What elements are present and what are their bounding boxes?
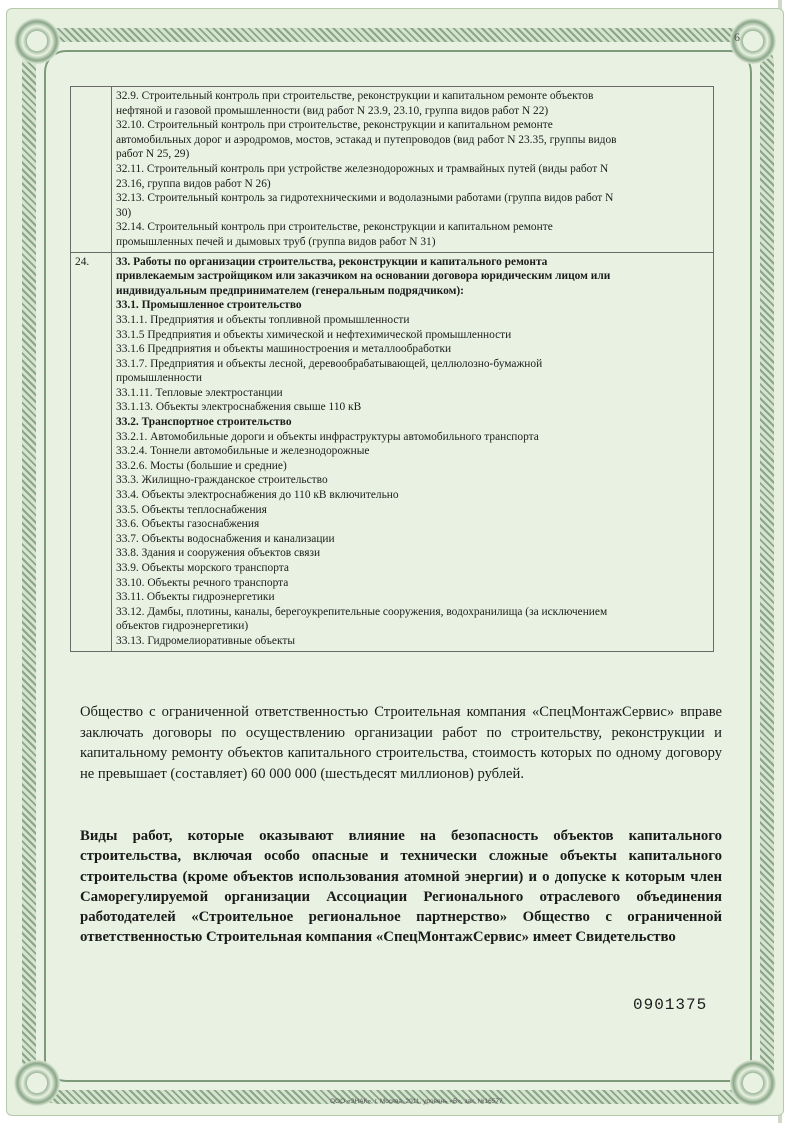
corner-ornament-bottom-left [14, 1060, 60, 1106]
corner-ornament-bottom-right [730, 1060, 776, 1106]
table-line: промышленных печей и дымовых труб (группа видов работ N 31) [116, 235, 436, 248]
table-line: 33.3. Жилищно-гражданское строительство [116, 474, 328, 487]
table-line: работ N 25, 29) [116, 148, 190, 161]
table-line: 33.9. Объекты морского транспорта [116, 562, 289, 574]
table-line-heading: 33. Работы по организации строительства, реконструкции и капитального ремонта [116, 255, 548, 268]
table-line: 33.1.11. Тепловые электростанции [116, 386, 283, 399]
table-line: 30) [116, 206, 132, 219]
table-line: 32.14. Строительный контроль при строительстве, реконструкции и капитальном ремонте [116, 221, 553, 234]
table-line-heading: 33.1. Промышленное строительство [116, 299, 302, 312]
table-line: 33.13. Гидромелиоративные объекты [116, 634, 296, 647]
table-line: 32.13. Строительный контроль за гидротехническими и водолазными работами (группа видов работ N [116, 192, 614, 205]
table-line: 32.10. Строительный контроль при строительстве, реконструкции и капитальном ремонте [116, 119, 553, 132]
table-row [71, 252, 714, 651]
row-content [112, 87, 714, 253]
contract-limit-paragraph: Общество с ограниченной ответственностью Строительная компания «СпецМонтажСервис» вправе заключать договоры по осуществлению организации работ по строительству, реконструкции и капитальному ремонту объектов капитального строительства, стоимость которых по одному договору не превышает (составляет) 60 000 000 (шестьдесят миллионов) рублей. [80, 704, 722, 782]
row-content [112, 252, 714, 651]
table-line: 33.1.6 Предприятия и объекты машиностроения и металлообработки [116, 343, 452, 356]
table-line-heading: привлекаемым застройщиком или заказчиком на основании договора юридическим лицом или [116, 270, 611, 283]
table-line: нефтяной и газовой промышленности (вид работ N 23.9, 23.10, группа видов работ N 22) [116, 104, 549, 117]
table-line: 33.5. Объекты теплоснабжения [116, 503, 267, 516]
table-line: 23.16, группа видов работ N 26) [116, 177, 271, 190]
row-number [71, 87, 112, 253]
table-line: 33.12. Дамбы, плотины, каналы, берегоукрепительные сооружения, водохранилища (за исключением [116, 605, 608, 618]
table-line: 33.6. Объекты газоснабжения [116, 518, 260, 531]
corner-ornament-top-left [14, 18, 60, 64]
table-line: 32.9. Строительный контроль при строительстве, реконструкции и капитальном ремонте объектов [116, 90, 594, 102]
table-line: промышленности [116, 372, 202, 385]
table-line: 33.10. Объекты речного транспорта [116, 576, 289, 589]
table-line: 33.1.5 Предприятия и объекты химической и нефтехимической промышленности [116, 328, 512, 341]
summary-paragraph: Виды работ, которые оказывают влияние на безопасность объектов капитального строительства, включая особо опасные и технически сложные объекты капитального строительства (кроме объектов использования атомной энергии) и о допуске к которым член Саморегулируемой организации Ассоциации Регионального отраслевого объединения работодателей «Строительное региональное партнерство» Общество с ограниченной ответственностью Строительная компания «СпецМонтажСервис» имеет Свидетельство [80, 828, 722, 946]
table-line: 33.1.7. Предприятия и объекты лесной, деревообрабатывающей, целлюлозно-бумажной [116, 357, 543, 370]
table-line: объектов гидроэнергетики) [116, 620, 249, 633]
printer-imprint: ООО «ЗНАК», г. Москва, 2011, уровень «В», зак. №16577 [330, 1098, 503, 1105]
table-line: 33.1.13. Объекты электроснабжения свыше 110 кВ [116, 401, 362, 414]
page-number: 6 [734, 30, 740, 44]
row-number: 24. [71, 252, 112, 651]
table-line: 33.2.4. Тоннели автомобильные и железнодорожные [116, 445, 370, 458]
table-line: 33.2.1. Автомобильные дороги и объекты инфраструктуры автомобильного транспорта [116, 430, 539, 443]
table-line: 33.1.1. Предприятия и объекты топливной промышленности [116, 313, 410, 326]
table-line: 33.8. Здания и сооружения объектов связи [116, 547, 321, 560]
table-line: 33.2.6. Мосты (большие и средние) [116, 459, 287, 472]
table-line: 33.7. Объекты водоснабжения и канализации [116, 532, 335, 545]
table-line-heading: индивидуальным предпринимателем (генеральным подрядчиком): [116, 284, 464, 297]
table-line-heading: 33.2. Транспортное строительство [116, 416, 292, 429]
table-line: 33.4. Объекты электроснабжения до 110 кВ включительно [116, 489, 399, 502]
table-row [71, 87, 714, 253]
serial-number: 0901375 [633, 996, 708, 1014]
work-types-table [70, 86, 714, 652]
table-line: 33.11. Объекты гидроэнергетики [116, 591, 275, 604]
table-line: автомобильных дорог и аэродромов, мостов, эстакад и путепроводов (вид работ N 23.35, группы видов [116, 133, 617, 146]
table-line: 32.11. Строительный контроль при устройстве железнодорожных и трамвайных путей (виды работ N [116, 162, 609, 175]
